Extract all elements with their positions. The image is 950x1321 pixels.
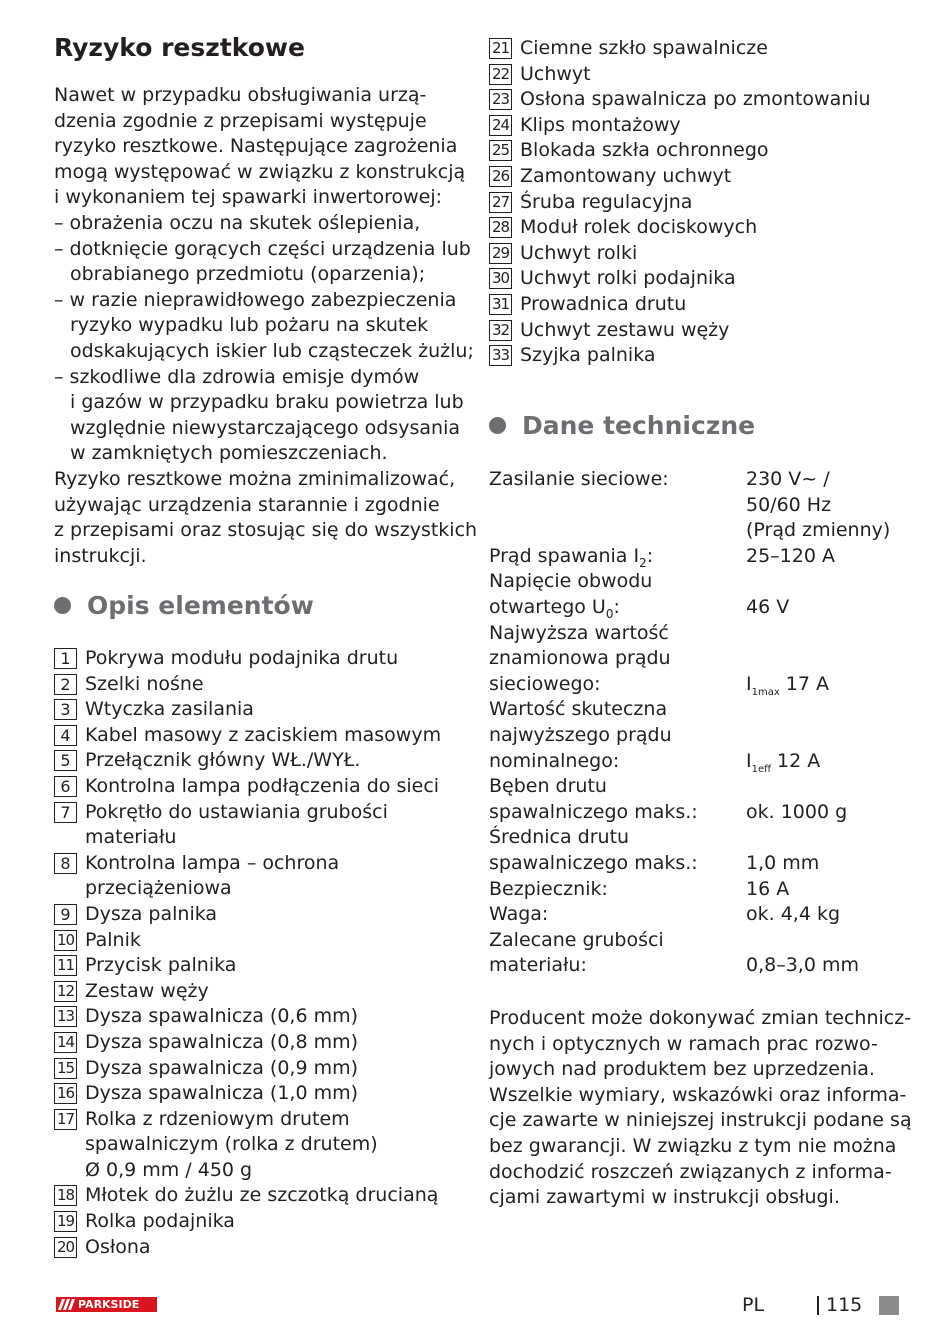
component-label-line: Uchwyt (520, 62, 591, 85)
section-heading-technical-data (489, 411, 755, 440)
parkside-logo (56, 1297, 157, 1312)
component-label-line: Ø 0,9 mm / 450 g (85, 1158, 253, 1181)
spec-value: 0,8–3,0 mm (746, 954, 859, 977)
component-label (520, 318, 729, 344)
component-number-box: 13 (54, 1006, 77, 1027)
component-item (489, 241, 871, 267)
component-item (54, 697, 441, 723)
component-list-right (489, 36, 871, 369)
component-number-box: 31 (489, 294, 512, 315)
component-list-left (54, 646, 441, 1260)
component-number-box: 6 (54, 776, 77, 797)
spec-row (489, 569, 909, 595)
component-item (54, 1030, 441, 1056)
disclaimer-text (489, 1006, 912, 1211)
spec-key: nominalnego: (489, 749, 620, 772)
component-item (489, 87, 871, 113)
spec-key: Wartość skuteczna (489, 698, 668, 721)
component-item (489, 318, 871, 344)
component-item (489, 164, 871, 190)
component-item (54, 748, 441, 774)
component-number-box: 27 (489, 192, 512, 213)
component-item (54, 851, 441, 902)
component-number-box: 19 (54, 1211, 77, 1232)
spec-key: najwyższego prądu (489, 723, 672, 746)
component-number-box: 5 (54, 750, 77, 771)
component-item (54, 1209, 441, 1235)
spec-key: Zalecane grubości (489, 928, 664, 951)
component-label (520, 113, 681, 139)
component-item (489, 62, 871, 88)
spec-row (489, 800, 909, 826)
component-number-box: 30 (489, 268, 512, 289)
component-number-box: 24 (489, 115, 512, 136)
component-item (54, 672, 441, 698)
component-item (489, 138, 871, 164)
text-line: i wykonaniem tej spawarki inwertorowej: (54, 186, 443, 209)
component-number-box: 8 (54, 853, 77, 874)
text-line: względnie niewystarczającego odsysania (70, 416, 461, 439)
spec-key: materiału: (489, 954, 587, 977)
brand-label: PARKSIDE (78, 1298, 140, 1311)
component-label (85, 1004, 358, 1030)
spec-row (489, 646, 909, 672)
spec-row (489, 672, 909, 698)
component-label (85, 697, 254, 723)
component-item (54, 928, 441, 954)
text-line: Ryzyko resztkowe można zminimalizować, (54, 467, 456, 490)
component-label-line: Dysza spawalnicza (0,9 mm) (85, 1056, 359, 1079)
component-label (520, 343, 656, 369)
component-label-line: Klips montażowy (520, 113, 681, 136)
component-label (85, 1030, 358, 1056)
component-label (85, 851, 339, 902)
text-line: bez gwarancji. W związku z tym nie można (489, 1134, 897, 1157)
component-label-line: Dysza spawalnicza (0,8 mm) (85, 1030, 359, 1053)
component-number-box: 3 (54, 699, 77, 720)
spec-row (489, 928, 909, 954)
spec-value: 16 A (746, 877, 790, 900)
text-line: cjami zawartymi w instrukcji obsługi. (489, 1186, 840, 1209)
component-label-line: Zamontowany uchwyt (520, 164, 732, 187)
section-heading-label: Dane techniczne (522, 411, 756, 440)
component-label (85, 646, 398, 672)
spec-key: otwartego $U_0$: (489, 595, 620, 621)
component-label-line: Kontrolna lampa podłączenia do sieci (85, 774, 440, 797)
text-line: w zamkniętych pomieszczeniach. (70, 442, 388, 465)
spec-key: Prąd spawania $I_2$: (489, 544, 654, 570)
component-number-box: 23 (489, 89, 512, 110)
component-label (520, 241, 637, 267)
text-line: używając urządzenia starannie i zgodnie (54, 493, 440, 516)
text-line: instrukcji. (54, 544, 147, 567)
residual-risk-text (54, 83, 477, 569)
component-number-box: 12 (54, 981, 77, 1002)
spec-row (489, 877, 909, 903)
component-item (489, 113, 871, 139)
spec-row (489, 544, 909, 570)
component-label (520, 138, 769, 164)
spec-value: 1,0 mm (746, 851, 820, 874)
component-item (54, 1056, 441, 1082)
spec-value: 230 V~ / (746, 468, 830, 490)
component-number-box: 11 (54, 955, 77, 976)
bullet-icon (489, 417, 506, 434)
component-item (54, 1004, 441, 1030)
component-number-box: 4 (54, 725, 77, 746)
component-label (85, 1056, 358, 1082)
component-number-box: 1 (54, 648, 77, 669)
component-label (85, 672, 204, 698)
component-label-line: Moduł rolek dociskowych (520, 216, 758, 239)
component-label (85, 774, 439, 800)
component-label-line: Śruba regulacyjna (520, 190, 693, 213)
text-line: mogą występować w związku z konstrukcją (54, 160, 466, 183)
component-label-line: Rolka z rdzeniowym drutem (85, 1107, 350, 1130)
component-number-box: 14 (54, 1032, 77, 1053)
spec-row (489, 825, 909, 851)
spec-value: 25–120 A (746, 544, 835, 567)
component-item (54, 646, 441, 672)
spec-value: (Prąd zmienny) (746, 519, 891, 542)
spec-key: Napięcie obwodu (489, 570, 653, 593)
text-line: – szkodliwe dla zdrowia emisje dymów (54, 365, 420, 388)
spec-row (489, 518, 909, 544)
bullet-icon (54, 597, 71, 614)
text-line: dzenia zgodnie z przepisami występuje (54, 109, 427, 132)
component-label-line: Przycisk palnika (85, 954, 237, 977)
section-heading-label: Opis elementów (87, 591, 314, 620)
component-label (85, 748, 360, 774)
component-number-box: 20 (54, 1237, 77, 1258)
component-number-box: 17 (54, 1109, 77, 1130)
spec-row (489, 749, 909, 775)
component-item (54, 1107, 441, 1184)
component-number-box: 9 (54, 904, 77, 925)
component-number-box: 33 (489, 345, 512, 366)
spec-key: Najwyższa wartość (489, 621, 669, 644)
component-label (520, 62, 591, 88)
component-number-box: 2 (54, 674, 77, 695)
spec-row (489, 595, 909, 621)
spec-row (489, 851, 909, 877)
component-label-line: przeciążeniowa (85, 877, 232, 900)
component-label-line: Osłona (85, 1235, 151, 1258)
component-label-line: Wtyczka zasilania (85, 698, 254, 721)
text-line: jowych nad produktem bez uprzedzenia. (489, 1058, 875, 1081)
spec-row (489, 902, 909, 928)
component-label (85, 953, 236, 979)
text-line: odskakujących iskier lub cząsteczek żużlu; (70, 339, 474, 362)
component-item (489, 266, 871, 292)
spec-key: Bęben drutu (489, 775, 607, 798)
component-label (85, 723, 441, 749)
component-number-box: 10 (54, 930, 77, 951)
component-label (520, 36, 768, 62)
component-item (54, 723, 441, 749)
component-label-line: Zestaw węży (85, 979, 209, 1002)
component-label (520, 292, 686, 318)
component-label-line: Szyjka palnika (520, 344, 656, 367)
component-label-line: Przełącznik główny WŁ./WYŁ. (85, 749, 361, 772)
text-line: obrabianego przedmiotu (oparzenia); (70, 263, 426, 286)
spec-row (489, 467, 909, 493)
component-label-line: Rolka podajnika (85, 1210, 235, 1233)
component-item (54, 800, 441, 851)
component-label-line: Blokada szkła ochronnego (520, 139, 769, 162)
text-line: ryzyko wypadku lub pożaru na skutek (70, 314, 429, 337)
component-label-line: Uchwyt rolki podajnika (520, 267, 736, 290)
spec-key: Średnica drutu (489, 826, 630, 849)
component-item (54, 1081, 441, 1107)
component-number-box: 16 (54, 1083, 77, 1104)
component-item (54, 953, 441, 979)
component-label (85, 1235, 151, 1261)
component-label-line: spawalniczym (rolka z drutem) (85, 1133, 378, 1156)
component-number-box: 32 (489, 320, 512, 341)
spec-key: znamionowa prądu (489, 647, 671, 670)
component-label-line: Kontrolna lampa – ochrona (85, 851, 340, 874)
component-label-line: Młotek do żużlu ze szczotką drucianą (85, 1184, 439, 1207)
component-item (54, 774, 441, 800)
component-label-line: Palnik (85, 928, 141, 951)
component-label-line: Uchwyt rolki (520, 241, 638, 264)
component-number-box: 22 (489, 64, 512, 85)
component-number-box: 29 (489, 243, 512, 264)
component-item (489, 36, 871, 62)
component-label-line: Prowadnica drutu (520, 292, 687, 315)
component-label (520, 190, 692, 216)
component-item (54, 902, 441, 928)
component-number-box: 18 (54, 1185, 77, 1206)
text-line: – obrażenia oczu na skutek oślepienia, (54, 211, 421, 234)
component-label (85, 1081, 358, 1107)
text-line: dochodzić roszczeń związanych z informa- (489, 1160, 892, 1183)
text-line: cje zawarte w niniejszej instrukcji podane są (489, 1109, 912, 1132)
component-number-box: 28 (489, 217, 512, 238)
component-label (520, 164, 731, 190)
component-label-line: Uchwyt zestawu węży (520, 318, 730, 341)
spec-key: Waga: (489, 903, 549, 926)
component-label (85, 979, 209, 1005)
spec-value: ok. 1000 g (746, 800, 848, 823)
spec-key: sieciowego: (489, 672, 601, 695)
text-line: Nawet w przypadku obsługiwania urzą- (54, 84, 427, 106)
component-item (489, 343, 871, 369)
component-label-line: Kabel masowy z zaciskiem masowym (85, 723, 442, 746)
spec-value: 46 V (746, 595, 790, 618)
spec-row (489, 953, 909, 979)
spec-value: 50/60 Hz (746, 493, 832, 516)
language-code: PL (742, 1294, 765, 1316)
component-label-line: Dysza palnika (85, 902, 218, 925)
spec-key: Zasilanie sieciowe: (489, 468, 669, 490)
component-number-box: 15 (54, 1058, 77, 1079)
component-label-line: materiału (85, 826, 177, 849)
page-divider (817, 1296, 819, 1315)
spec-key: spawalniczego maks.: (489, 851, 698, 874)
component-label (520, 215, 757, 241)
spec-row (489, 493, 909, 519)
text-line: – w razie nieprawidłowego zabezpieczenia (54, 288, 457, 311)
component-item (54, 1235, 441, 1261)
page-number: 115 (826, 1294, 863, 1316)
component-item (54, 979, 441, 1005)
text-line: – dotknięcie gorących części urządzenia lub (54, 237, 471, 260)
component-label (85, 800, 388, 851)
technical-data-table (489, 467, 909, 979)
component-label-line: Dysza spawalnicza (1,0 mm) (85, 1082, 359, 1105)
component-label-line: Dysza spawalnicza (0,6 mm) (85, 1005, 359, 1028)
component-label (520, 87, 871, 113)
component-item (489, 215, 871, 241)
section-heading-components (54, 591, 314, 620)
component-label (520, 266, 736, 292)
component-number-box: 25 (489, 140, 512, 161)
text-line: Producent może dokonywać zmian technicz- (489, 1007, 912, 1029)
text-line: nych i optycznych w ramach prac rozwo- (489, 1032, 878, 1055)
spec-value: $I_{1max}$ 17 A (746, 672, 830, 698)
component-label-line: Osłona spawalnicza po zmontowaniu (520, 88, 871, 111)
spec-row (489, 697, 909, 723)
component-label (85, 1209, 235, 1235)
spec-value: $I_{1eff}$ 12 A (746, 749, 821, 775)
spec-key: spawalniczego maks.: (489, 800, 698, 823)
component-number-box: 7 (54, 802, 77, 823)
text-line: ryzyko resztkowe. Następujące zagrożenia (54, 135, 458, 158)
component-label (85, 1107, 378, 1184)
component-label-line: Ciemne szkło spawalnicze (520, 37, 768, 59)
component-label (85, 902, 217, 928)
spec-row (489, 621, 909, 647)
component-label-line: Pokrętło do ustawiania grubości (85, 800, 388, 823)
component-label-line: Pokrywa modułu podajnika drutu (85, 647, 399, 669)
component-number-box: 26 (489, 166, 512, 187)
text-line: i gazów w przypadku braku powietrza lub (70, 391, 464, 414)
component-number-box: 21 (489, 38, 512, 59)
section-title-residual-risk: Ryzyko resztkowe (54, 33, 305, 62)
component-item (489, 190, 871, 216)
component-label (85, 928, 141, 954)
spec-row (489, 774, 909, 800)
component-label (85, 1183, 438, 1209)
text-line: z przepisami oraz stosując się do wszystkich (54, 519, 478, 542)
spec-key: Bezpiecznik: (489, 877, 608, 900)
component-label-line: Szelki nośne (85, 672, 204, 695)
spec-value: ok. 4,4 kg (746, 903, 841, 926)
page-marker-square (879, 1296, 899, 1315)
component-item (54, 1183, 441, 1209)
logo-stripes-icon (56, 1297, 76, 1312)
component-item (489, 292, 871, 318)
spec-row (489, 723, 909, 749)
text-line: Wszelkie wymiary, wskazówki oraz informa- (489, 1083, 907, 1106)
